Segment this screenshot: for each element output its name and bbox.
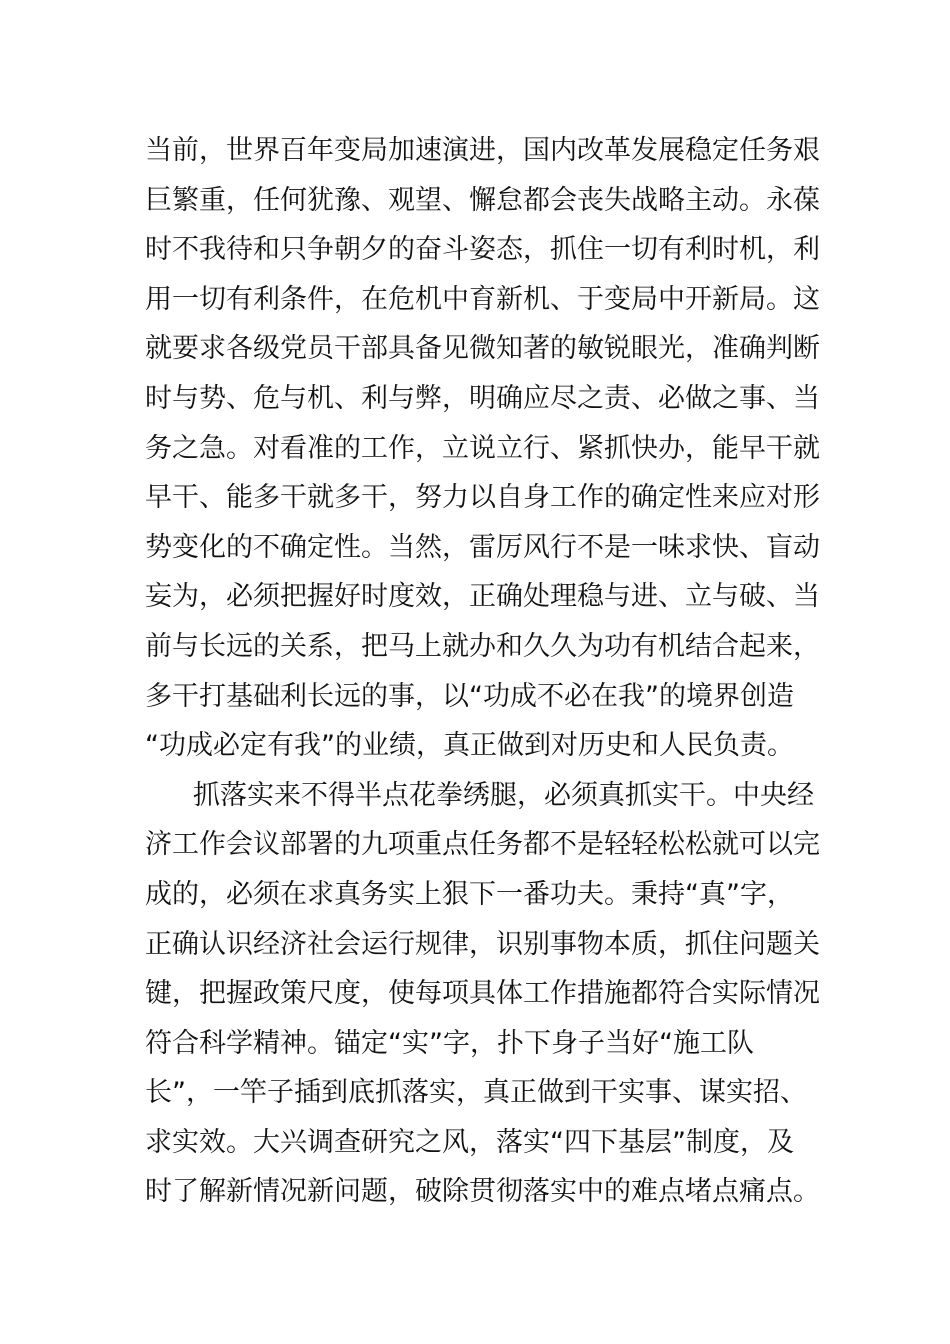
text-line: 多干打基础利长远的事，以“功成不必在我”的境界创造 bbox=[145, 680, 794, 712]
text-line: 成的，必须在求真务实上狠下一番功夫。秉持“真”字， bbox=[145, 878, 794, 910]
text-line: 早干、能多干就多干，努力以自身工作的确定性来应对形 bbox=[145, 482, 820, 514]
paragraph-1 bbox=[145, 126, 820, 771]
text-line: 用一切有利条件，在危机中育新机、于变局中开新局。这 bbox=[145, 283, 820, 315]
text-line: 正确认识经济社会运行规律，识别事物本质，抓住问题关 bbox=[145, 928, 820, 960]
text-line: 妄为，必须把握好时度效，正确处理稳与进、立与破、当 bbox=[145, 581, 820, 613]
text-line: 当前，世界百年变局加速演进，国内改革发展稳定任务艰 bbox=[145, 135, 820, 166]
text-line: 前与长远的关系，把马上就办和久久为功有机结合起来， bbox=[145, 630, 820, 662]
paragraph-2 bbox=[145, 771, 820, 1217]
text-line: 务之急。对看准的工作，立说立行、紧抓快办，能早干就 bbox=[145, 432, 820, 464]
text-line: 符合科学精神。锚定“实”字，扑下身子当好“施工队 bbox=[145, 1027, 754, 1059]
text-line: 势变化的不确定性。当然，雷厉风行不是一味求快、盲动 bbox=[145, 531, 820, 563]
text-line: 求实效。大兴调查研究之风，落实“四下基层”制度，及 bbox=[145, 1126, 794, 1158]
text-line: 就要求各级党员干部具备见微知著的敏锐眼光，准确判断 bbox=[145, 333, 820, 365]
text-line: 济工作会议部署的九项重点任务都不是轻轻松松就可以完 bbox=[145, 829, 820, 861]
body-text bbox=[145, 126, 820, 1217]
text-line: 时了解新情况新问题，破除贯彻落实中的难点堵点痛点。 bbox=[145, 1176, 820, 1208]
text-line: 巨繁重，任何犹豫、观望、懈怠都会丧失战略主动。永葆 bbox=[145, 184, 820, 216]
text-line: 键，把握政策尺度，使每项具体工作措施都符合实际情况 bbox=[145, 978, 820, 1010]
text-line: 抓落实来不得半点花拳绣腿，必须真抓实干。中央经 bbox=[193, 779, 814, 811]
text-line: 时与势、危与机、利与弊，明确应尽之责、必做之事、当 bbox=[145, 382, 820, 414]
text-line: 长”，一竿子插到底抓落实，真正做到干实事、谋实招、 bbox=[145, 1077, 807, 1109]
text-line: 时不我待和只争朝夕的奋斗姿态，抓住一切有利时机，利 bbox=[145, 234, 820, 266]
text-line: “功成必定有我”的业绩，真正做到对历史和人民负责。 bbox=[145, 730, 794, 762]
